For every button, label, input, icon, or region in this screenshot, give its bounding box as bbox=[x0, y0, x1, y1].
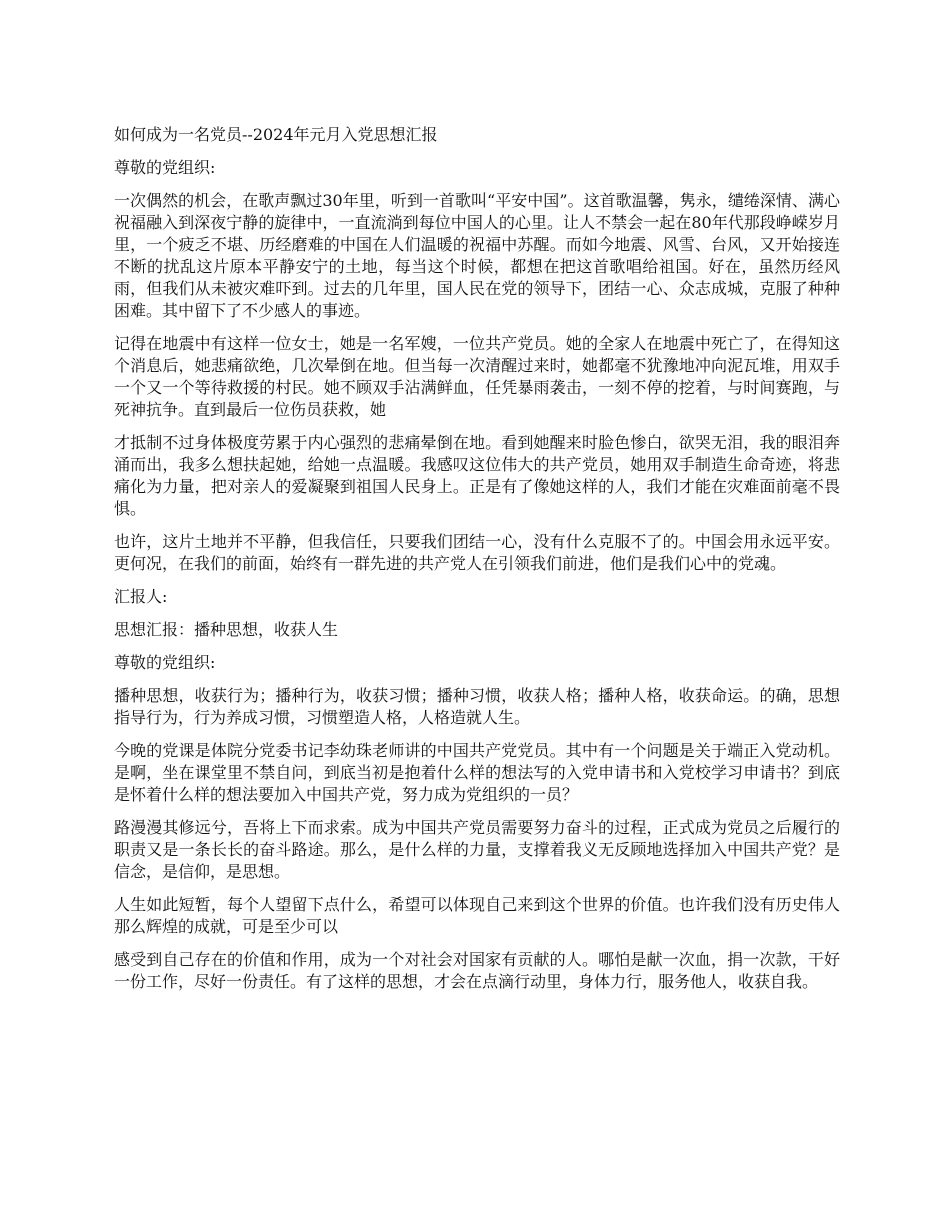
salutation: 尊敬的党组织: bbox=[114, 158, 216, 177]
body-paragraph: 感受到自己存在的价值和作用，成为一个对社会对国家有贡献的人。哪怕是献一次血，捐一次款，干好一份工作，尽好一份责任。有了这样的思想，才会在点滴行动里，身体力行，服务他人，收获自我。 bbox=[114, 950, 840, 991]
body-paragraph: 也许，这片土地并不平静，但我信任，只要我们团结一心，没有什么克服不了的。中国会用永远平安。更何况，在我们的前面，始终有一群先进的共产党人在引领我们前进，他们是我们心中的党魂。 bbox=[114, 532, 840, 573]
body-paragraph: 人生如此短暂，每个人望留下点什么，希望可以体现自己来到这个世界的价值。也许我们没有历史伟人那么辉煌的成就，可是至少可以 bbox=[114, 895, 840, 936]
salutation: 尊敬的党组织: bbox=[114, 653, 216, 672]
body-paragraph: 路漫漫其修远兮，吾将上下而求索。成为中国共产党员需要努力奋斗的过程，正式成为党员之后履行的职责又是一条长长的奋斗路途。那么，是什么样的力量，支撑着我义无反顾地选择加入中国共产党？是信念，是信仰，是思想。 bbox=[114, 818, 840, 881]
reporter-line: 汇报人: bbox=[114, 587, 168, 606]
document-page bbox=[114, 124, 840, 1004]
section-title: 思想汇报：播种思想，收获人生 bbox=[114, 620, 339, 639]
body-paragraph: 播种思想，收获行为；播种行为，收获习惯；播种习惯，收获人格；播种人格，收获命运。的确，思想指导行为，行为养成习惯，习惯塑造人格，人格造就人生。 bbox=[114, 686, 840, 727]
body-paragraph: 记得在地震中有这样一位女士，她是一名军嫂，一位共产党员。她的全家人在地震中死亡了，在得知这个消息后，她悲痛欲绝，几次晕倒在地。但当每一次清醒过来时，她都毫不犹豫地冲向泥瓦堆，用双手一个又一个等待救援的村民。她不顾双手沾满鲜血，任凭暴雨袭击，一刻不停的挖着，与时间赛跑，与死神抗争。直到最后一位伤员获救，她 bbox=[114, 334, 840, 419]
document-title: 如何成为一名党员--2024年元月入党思想汇报 bbox=[114, 125, 438, 144]
body-paragraph: 才抵制不过身体极度劳累于内心强烈的悲痛晕倒在地。看到她醒来时脸色惨白，欲哭无泪，我的眼泪奔涌而出，我多么想扶起她，给她一点温暖。我感叹这位伟大的共产党员，她用双手制造生命奇迹，将悲痛化为力量，把对亲人的爱凝聚到祖国人民身上。正是有了像她这样的人，我们才能在灾难面前毫不畏惧。 bbox=[114, 433, 840, 518]
body-paragraph: 今晚的党课是体院分党委书记李幼珠老师讲的中国共产党党员。其中有一个问题是关于端正入党动机。是啊，坐在课堂里不禁自问，到底当初是抱着什么样的想法写的入党申请书和入党校学习申请书？到底是怀着什么样的想法要加入中国共产党，努力成为党组织的一员？ bbox=[114, 741, 840, 804]
body-paragraph: 一次偶然的机会，在歌声飘过30年里，听到一首歌叫“平安中国”。这首歌温馨，隽永，缱绻深情、满心祝福融入到深夜宁静的旋律中，一直流淌到每位中国人的心里。让人不禁会一起在80年代那段峥嵘岁月里，一个疲乏不堪、历经磨难的中国在人们温暖的祝福中苏醒。而如今地震、风雪、台风，又开始接连不断的扰乱这片原本平静安宁的土地，每当这个时候，都想在把这首歌唱给祖国。好在，虽然历经风雨，但我们从未被灾难吓到。过去的几年里，国人民在党的领导下，团结一心、众志成城，克服了种种困难。其中留下了不少感人的事迹。 bbox=[114, 191, 840, 320]
